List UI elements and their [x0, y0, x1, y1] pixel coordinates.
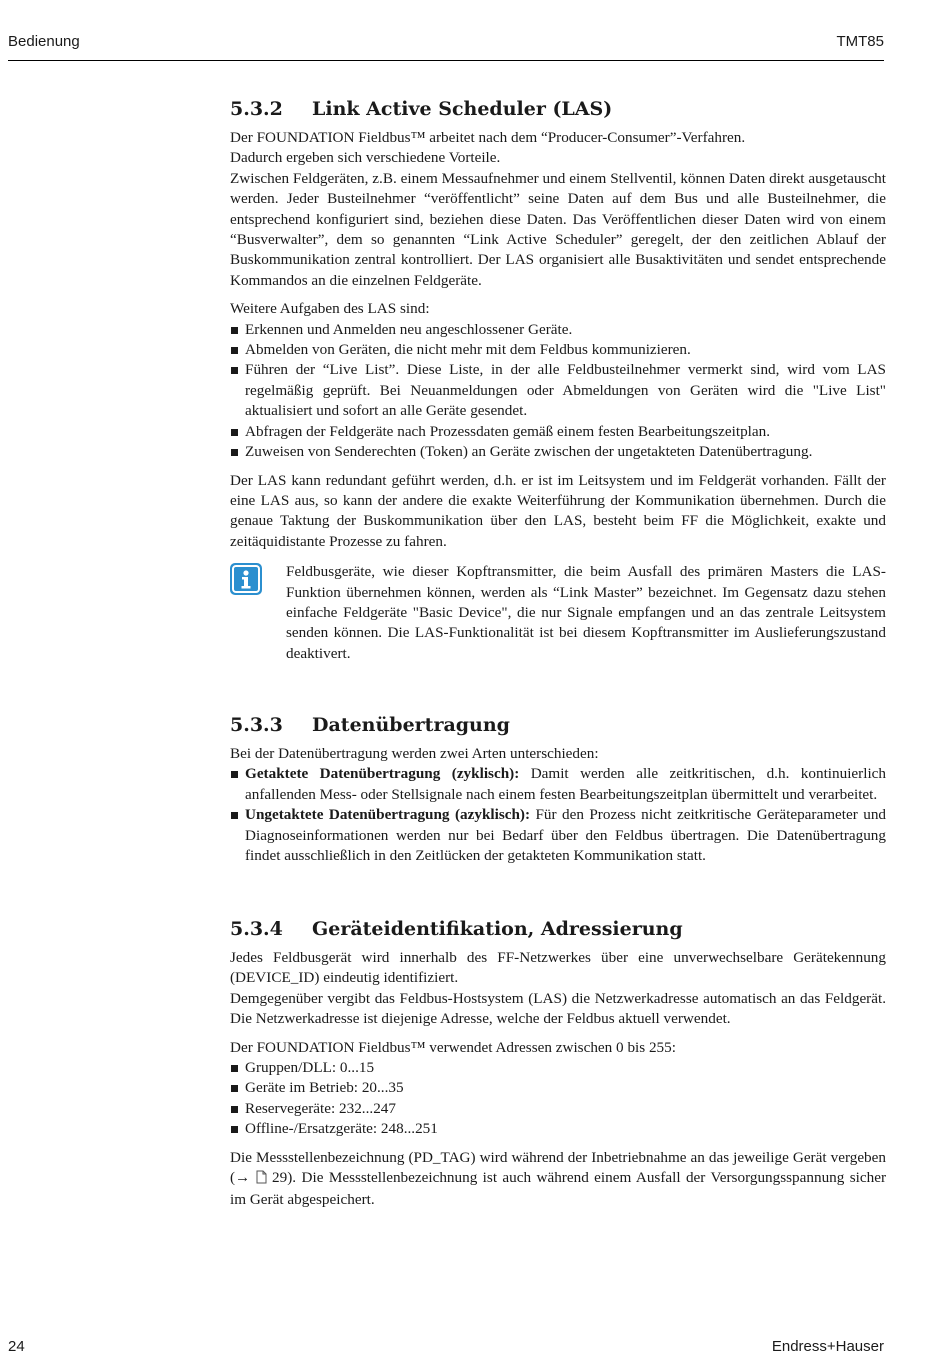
page-reference-number: 29	[266, 1169, 288, 1187]
list-item: Geräte im Betrieb: 20...35	[230, 1078, 886, 1098]
list-item: Zuweisen von Senderechten (Token) an Geräte zwischen der ungetakteten Datenübertragung.	[230, 442, 886, 462]
list-item	[230, 764, 886, 805]
paragraph: Der LAS kann redundant geführt werden, d.h. er ist im Leitsystem und im Feldgerät vorhanden. Fällt der eine LAS aus, so kann der andere die exakte Weiterführung der Kommunikation übernehmen. Durch die genaue Taktung der Buskommunikation über den LAS, besteht beim FF die Möglichkeit, exakte und zeitäquidistante Prozesse zu fahren.	[230, 471, 886, 550]
paragraph: Der FOUNDATION Fieldbus™ arbeitet nach dem “Producer-Consumer”-Verfahren.	[230, 129, 746, 146]
section-heading	[230, 96, 886, 122]
list-item: Reservegeräte: 232...247	[230, 1099, 886, 1119]
list-intro: Der FOUNDATION Fieldbus™ verwendet Adressen zwischen 0 bis 255:	[230, 1038, 676, 1056]
list-item: Abfragen der Feldgeräte nach Prozessdaten gemäß einem festen Bearbeitungszeitplan.	[230, 422, 886, 442]
paragraph-text: Die Messstellenbezeichnung (PD_TAG) wird während der Inbetriebnahme an das jeweilige Gerät vergeben (→	[230, 1148, 886, 1187]
section-title: Link Active Scheduler (LAS)	[312, 98, 613, 120]
list-item-text: Für den Prozess nicht zeitkritische Geräteparameter und Diagnoseinformationen werden nur bei Bedarf über den Feldbus übertragen. Die Datenübertragung findet ausschließlich in den Zeitlücken der getakteten Kommunikation statt.	[245, 806, 887, 865]
list-item: Offline-/Ersatzgeräte: 248...251	[230, 1119, 886, 1139]
header-section-title: Bedienung	[8, 33, 80, 50]
address-ranges-list	[230, 1058, 886, 1140]
brand-name: Endress+Hauser	[771, 1338, 884, 1355]
section-heading	[230, 916, 886, 942]
list-item: Gruppen/DLL: 0...15	[230, 1058, 886, 1078]
section-title: Geräteidentifikation, Adressierung	[312, 918, 683, 940]
section-5-3-4	[230, 916, 886, 1219]
paragraph-text: ). Die Messstellenbezeichnung ist auch während einem Ausfall der Versorgungsspannung sicher im Gerät abgespeichert.	[230, 1169, 887, 1209]
list-item-term: Ungetaktete Datenübertragung (azyklisch):	[245, 806, 531, 824]
list-intro: Bei der Datenübertragung werden zwei Arten unterschieden:	[230, 745, 599, 762]
info-icon	[230, 563, 262, 595]
list-item: Abmelden von Geräten, die nicht mehr mit dem Feldbus kommunizieren.	[230, 340, 886, 360]
section-heading	[230, 712, 886, 738]
paragraph: Dadurch ergeben sich verschiedene Vorteile.	[230, 149, 501, 167]
section-number: 5.3.2	[230, 98, 283, 120]
header-product-name: TMT85	[836, 33, 884, 50]
section-5-3-2	[230, 96, 886, 664]
list-item-term: Getaktete Datenübertragung (zyklisch):	[245, 765, 520, 783]
section-title: Datenübertragung	[312, 714, 510, 736]
las-tasks-list	[230, 320, 886, 463]
section-number: 5.3.3	[230, 714, 283, 736]
paragraph: Zwischen Feldgeräten, z.B. einem Messaufnehmer und einem Stellventil, können Daten direkt ausgetauscht werden. Jeder Busteilnehmer “veröffentlicht” seine Daten auf dem Bus und alle Busteilnehmer, die entsprechend konfiguriert sind, beziehen diese Daten. Das Veröffentlichen dieser Daten wird von einem “Busverwalter”, dem so genannten “Link Active Scheduler” geregelt, der den zeitlichen Ablauf der Buskommunikation zentral kontrolliert. Der LAS organisiert alle Busaktivitäten und sendet entsprechende Kommandos an die einzelnen Feldgeräte.	[230, 169, 886, 289]
section-number: 5.3.4	[230, 918, 283, 940]
list-item-text: Damit werden alle zeitkritischen, d.h. kontinuierlich anfallenden Mess- oder Stellsignale nach einem festen Bearbeitungszeitplan übermittelt und verarbeitet.	[245, 765, 886, 803]
paragraph	[230, 1148, 886, 1211]
section-5-3-3	[230, 712, 886, 874]
list-item	[230, 805, 886, 866]
info-note-text: Feldbusgeräte, wie dieser Kopftransmitter, die beim Ausfall des primären Masters die LAS-Funktion übernehmen können, werden als “Link Master” bezeichnet. Im Gegensatz dazu stehen einfache Feldgeräte "Basic Device", die nur Signale empfangen und an das zentrale Leitsystem senden können. Die LAS-Funktionalität ist bei diesem Kopftransmitter im Auslieferungszustand deaktivert.	[286, 563, 886, 662]
paragraph: Demgegenüber vergibt das Feldbus-Hostsystem (LAS) die Netzwerkadresse automatisch an das Feldgerät. Die Netzwerkadresse ist diejenige Adresse, welche der Feldbus aktuell verwendet.	[230, 989, 886, 1028]
paragraph: Jedes Feldbusgerät wird innerhalb des FF-Netzwerkes über eine unverwechselbare Gerätekennung (DEVICE_ID) eindeutig identifiziert.	[230, 949, 886, 987]
list-item: Erkennen und Anmelden neu angeschlossener Geräte.	[230, 320, 886, 340]
list-intro: Weitere Aufgaben des LAS sind:	[230, 300, 430, 318]
page-reference-icon	[256, 1170, 267, 1190]
list-item: Führen der “Live List”. Diese Liste, in der alle Feldbusteilnehmer vermerkt sind, wird vom LAS regelmäßig geprüft. Bei Neuanmeldungen oder Abmeldungen von Geräten wird die "Live List" aktualisiert und sofort an alle Geräte gesendet.	[230, 360, 886, 421]
page-header	[8, 30, 884, 61]
page-number: 24	[8, 1338, 25, 1355]
page-content	[230, 96, 887, 1209]
info-note	[230, 562, 886, 664]
transfer-types-list	[230, 764, 886, 866]
